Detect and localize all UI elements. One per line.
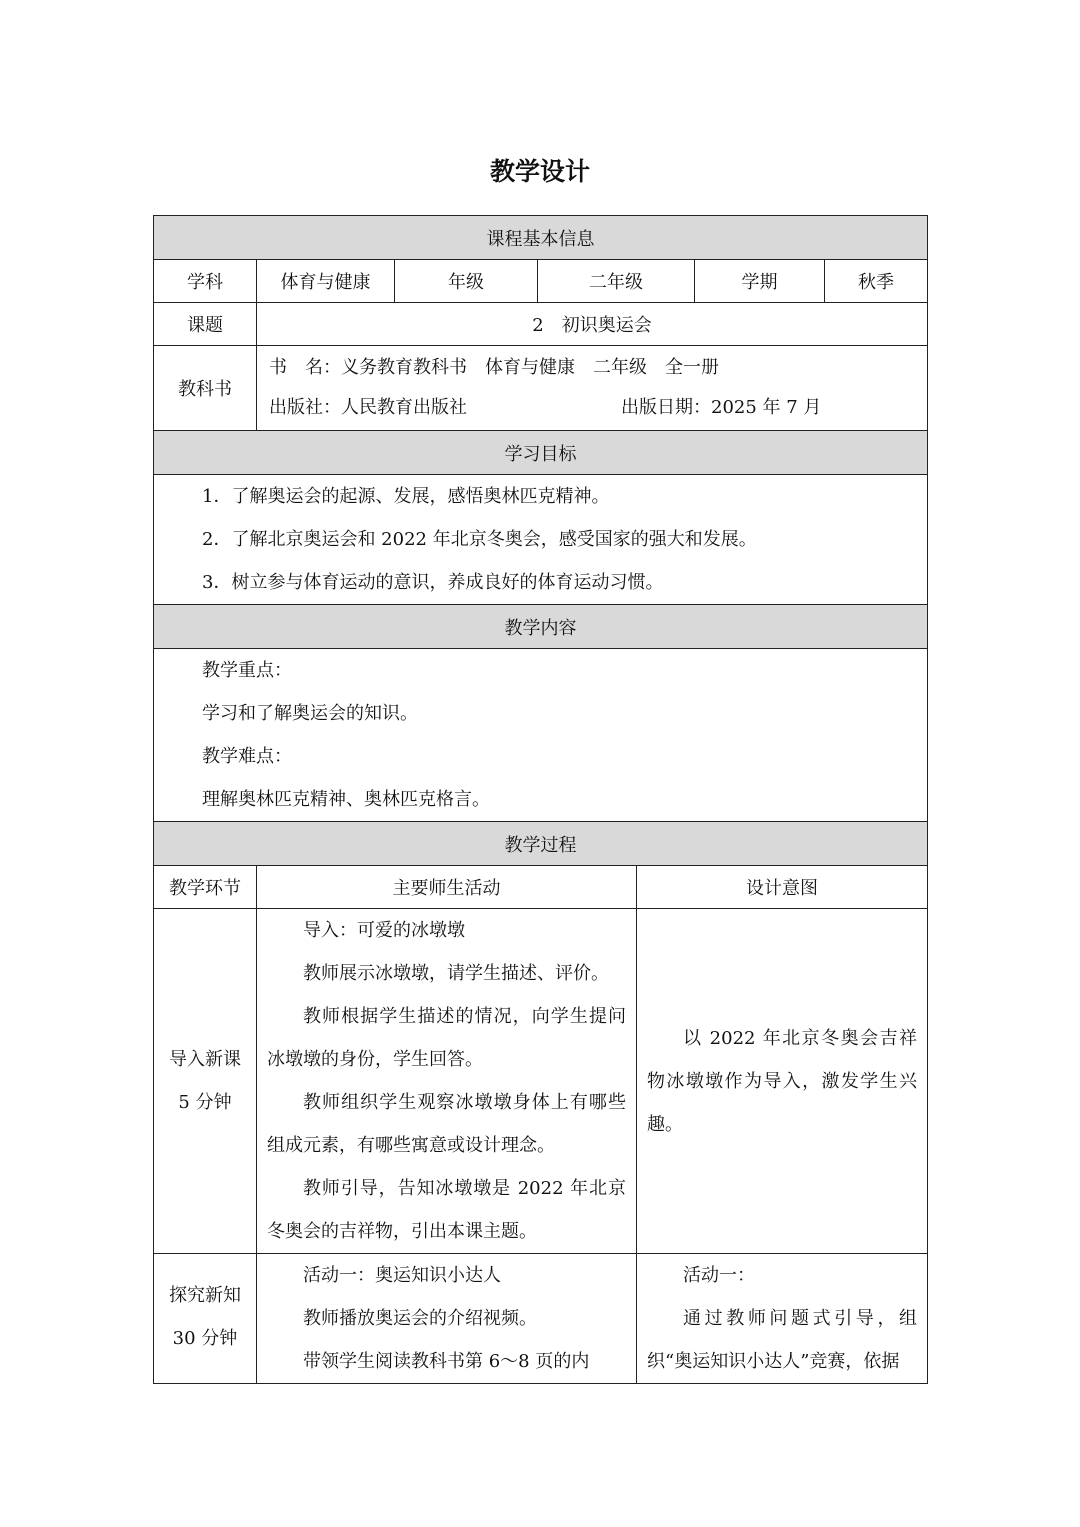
section-header-basic-info: 课程基本信息 [154, 216, 928, 260]
activity-paragraph: 教师展示冰墩墩，请学生描述、评价。 [303, 963, 609, 984]
activity-paragraph: 导入：可爱的冰墩墩 [303, 920, 465, 941]
textbook-info [257, 346, 928, 431]
stage-duration: 5 分钟 [178, 1092, 232, 1113]
process-header-stage: 教学环节 [154, 866, 257, 909]
textbook-label: 教科书 [154, 346, 257, 431]
process-header-activities: 主要师生活动 [257, 866, 637, 909]
intent-cell [637, 909, 928, 1254]
process-header-intent: 设计意图 [637, 866, 928, 909]
subject-label: 学科 [154, 260, 257, 303]
activity-paragraph: 活动一：奥运知识小达人 [303, 1265, 501, 1286]
difficulty-text: 理解奥林匹克精神、奥林匹克格言。 [202, 789, 490, 810]
topic-label: 课题 [154, 303, 257, 346]
textbook-name: 书 名：义务教育教科书 体育与健康 二年级 全一册 [269, 357, 719, 378]
grade-label: 年级 [395, 260, 538, 303]
intent-paragraph: 活动一： [683, 1265, 755, 1286]
objectives-list [154, 475, 928, 605]
section-header-content: 教学内容 [154, 605, 928, 649]
subject-value: 体育与健康 [257, 260, 395, 303]
activity-paragraph: 教师播放奥运会的介绍视频。 [303, 1308, 537, 1329]
activity-paragraph: 教师根据学生描述的情况，向学生提问冰墩墩的身份，学生回答。 [267, 1006, 626, 1070]
publish-date: 出版日期：2025 年 7 月 [621, 397, 822, 418]
stage-duration: 30 分钟 [172, 1328, 238, 1349]
activities-cell [257, 909, 637, 1254]
activity-paragraph: 教师组织学生观察冰墩墩身体上有哪些组成元素，有哪些寓意或设计理念。 [267, 1092, 626, 1156]
process-row-explore [154, 1254, 928, 1384]
activities-cell [257, 1254, 637, 1384]
textbook-publish-row [269, 388, 927, 428]
intent-paragraph: 通过教师问题式引导，组织“奥运知识小达人”竞赛，依据 [647, 1308, 918, 1372]
objective-item: 1．了解奥运会的起源、发展，感悟奥林匹克精神。 [202, 486, 610, 507]
term-value: 秋季 [825, 260, 928, 303]
section-header-process: 教学过程 [154, 822, 928, 866]
stage-name: 导入新课 [169, 1049, 241, 1070]
content-block [154, 649, 928, 822]
intent-cell [637, 1254, 928, 1384]
key-point-label: 教学重点： [202, 660, 292, 681]
section-header-objectives: 学习目标 [154, 431, 928, 475]
term-label: 学期 [695, 260, 825, 303]
intent-paragraph: 以 2022 年北京冬奥会吉祥物冰墩墩作为导入，激发学生兴趣。 [647, 1027, 918, 1135]
difficulty-label: 教学难点： [202, 746, 292, 767]
stage-cell [154, 1254, 257, 1384]
activity-paragraph: 带领学生阅读教科书第 6～8 页的内 [303, 1351, 590, 1372]
objective-item: 2．了解北京奥运会和 2022 年北京冬奥会，感受国家的强大和发展。 [202, 529, 757, 550]
objective-item: 3．树立参与体育运动的意识，养成良好的体育运动习惯。 [202, 572, 664, 593]
publisher: 出版社：人民教育出版社 [269, 397, 467, 418]
lesson-plan-table [153, 215, 928, 1384]
stage-cell [154, 909, 257, 1254]
page-title: 教学设计 [489, 157, 590, 186]
activity-paragraph: 教师引导，告知冰墩墩是 2022 年北京冬奥会的吉祥物，引出本课主题。 [267, 1178, 626, 1242]
grade-value: 二年级 [538, 260, 695, 303]
stage-name: 探究新知 [169, 1285, 241, 1306]
process-row-intro [154, 909, 928, 1254]
key-point-text: 学习和了解奥运会的知识。 [202, 703, 418, 724]
topic-value: 2 初识奥运会 [257, 303, 928, 346]
